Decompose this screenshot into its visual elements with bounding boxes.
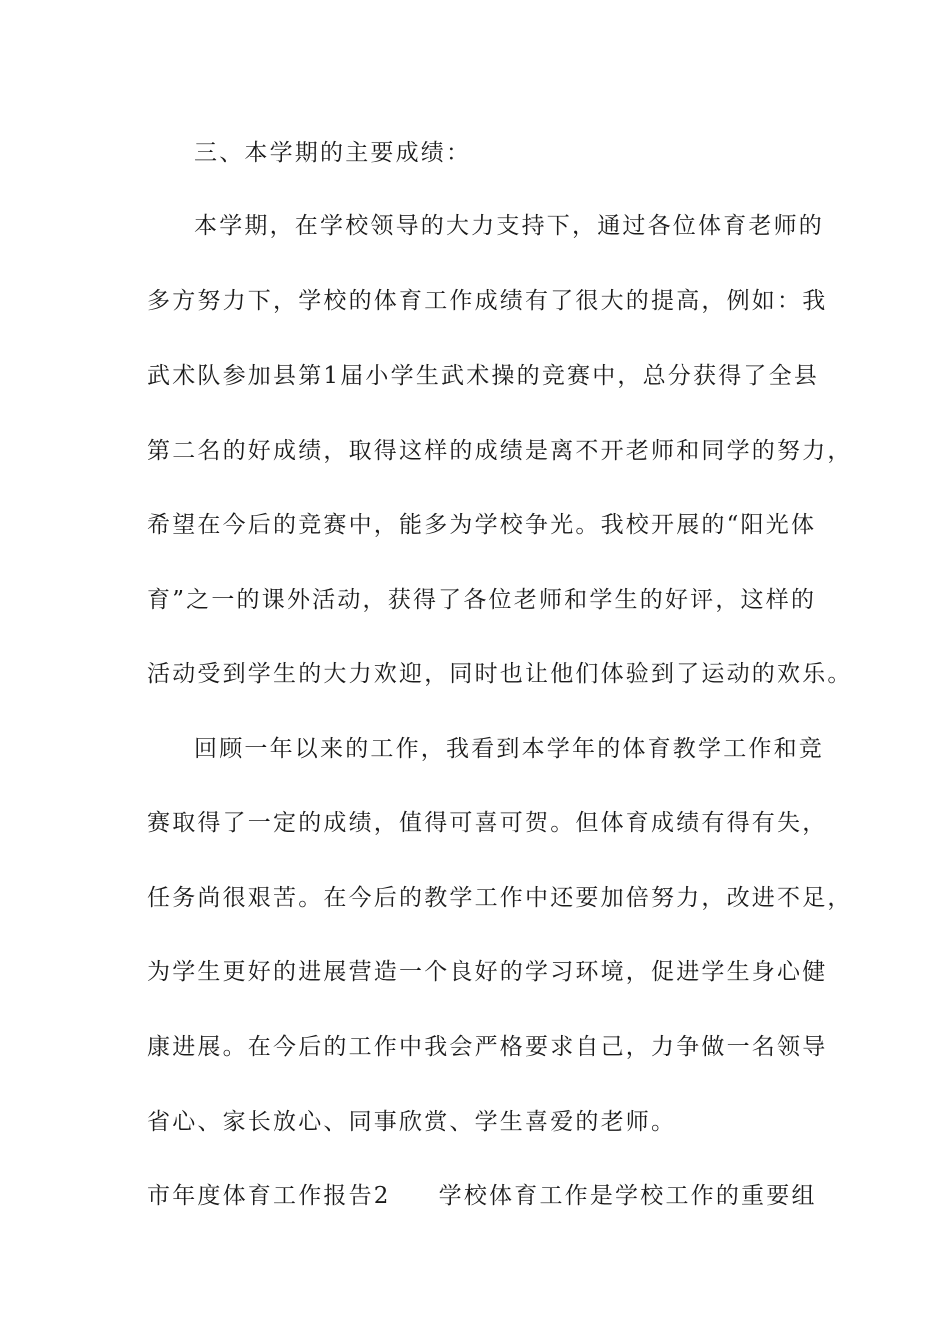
paragraph-line: 第二名的好成绩，取得这样的成绩是离不开老师和同学的努力， bbox=[147, 438, 853, 464]
paragraph-line: 育”之一的课外活动，获得了各位老师和学生的好评，这样的 bbox=[147, 587, 817, 613]
paragraph-line: 任务尚很艰苦。在今后的教学工作中还要加倍努力，改进不足， bbox=[147, 885, 853, 911]
next-section-line bbox=[147, 1181, 817, 1211]
paragraph-line: 省心、家长放心、同事欣赏、学生喜爱的老师。 bbox=[147, 1109, 677, 1135]
paragraph-line: 本学期，在学校领导的大力支持下，通过各位体育老师的 bbox=[194, 213, 824, 239]
next-report-title: 市年度体育工作报告2 bbox=[147, 1183, 391, 1209]
paragraph-line: 赛取得了一定的成绩，值得可喜可贺。但体育成绩有得有失， bbox=[147, 810, 828, 836]
paragraph-line: 为学生更好的进展营造一个良好的学习环境，促进学生身心健 bbox=[147, 959, 828, 985]
paragraph-line: 回顾一年以来的工作，我看到本学年的体育教学工作和竞 bbox=[194, 736, 824, 762]
section-heading: 三、本学期的主要成绩： bbox=[194, 140, 472, 166]
next-report-first-line: 学校体育工作是学校工作的重要组 bbox=[438, 1183, 817, 1209]
paragraph-line: 活动受到学生的大力欢迎，同时也让他们体验到了运动的欢乐。 bbox=[147, 661, 853, 687]
paragraph-line: 希望在今后的竞赛中，能多为学校争光。我校开展的“阳光体 bbox=[147, 512, 817, 538]
paragraph-line: 康进展。在今后的工作中我会严格要求自己，力争做一名领导 bbox=[147, 1034, 828, 1060]
paragraph-line: 武术队参加县第1届小学生武术操的竞赛中，总分获得了全县 bbox=[147, 363, 820, 389]
paragraph-line: 多方努力下，学校的体育工作成绩有了很大的提高，例如：我 bbox=[147, 288, 828, 314]
